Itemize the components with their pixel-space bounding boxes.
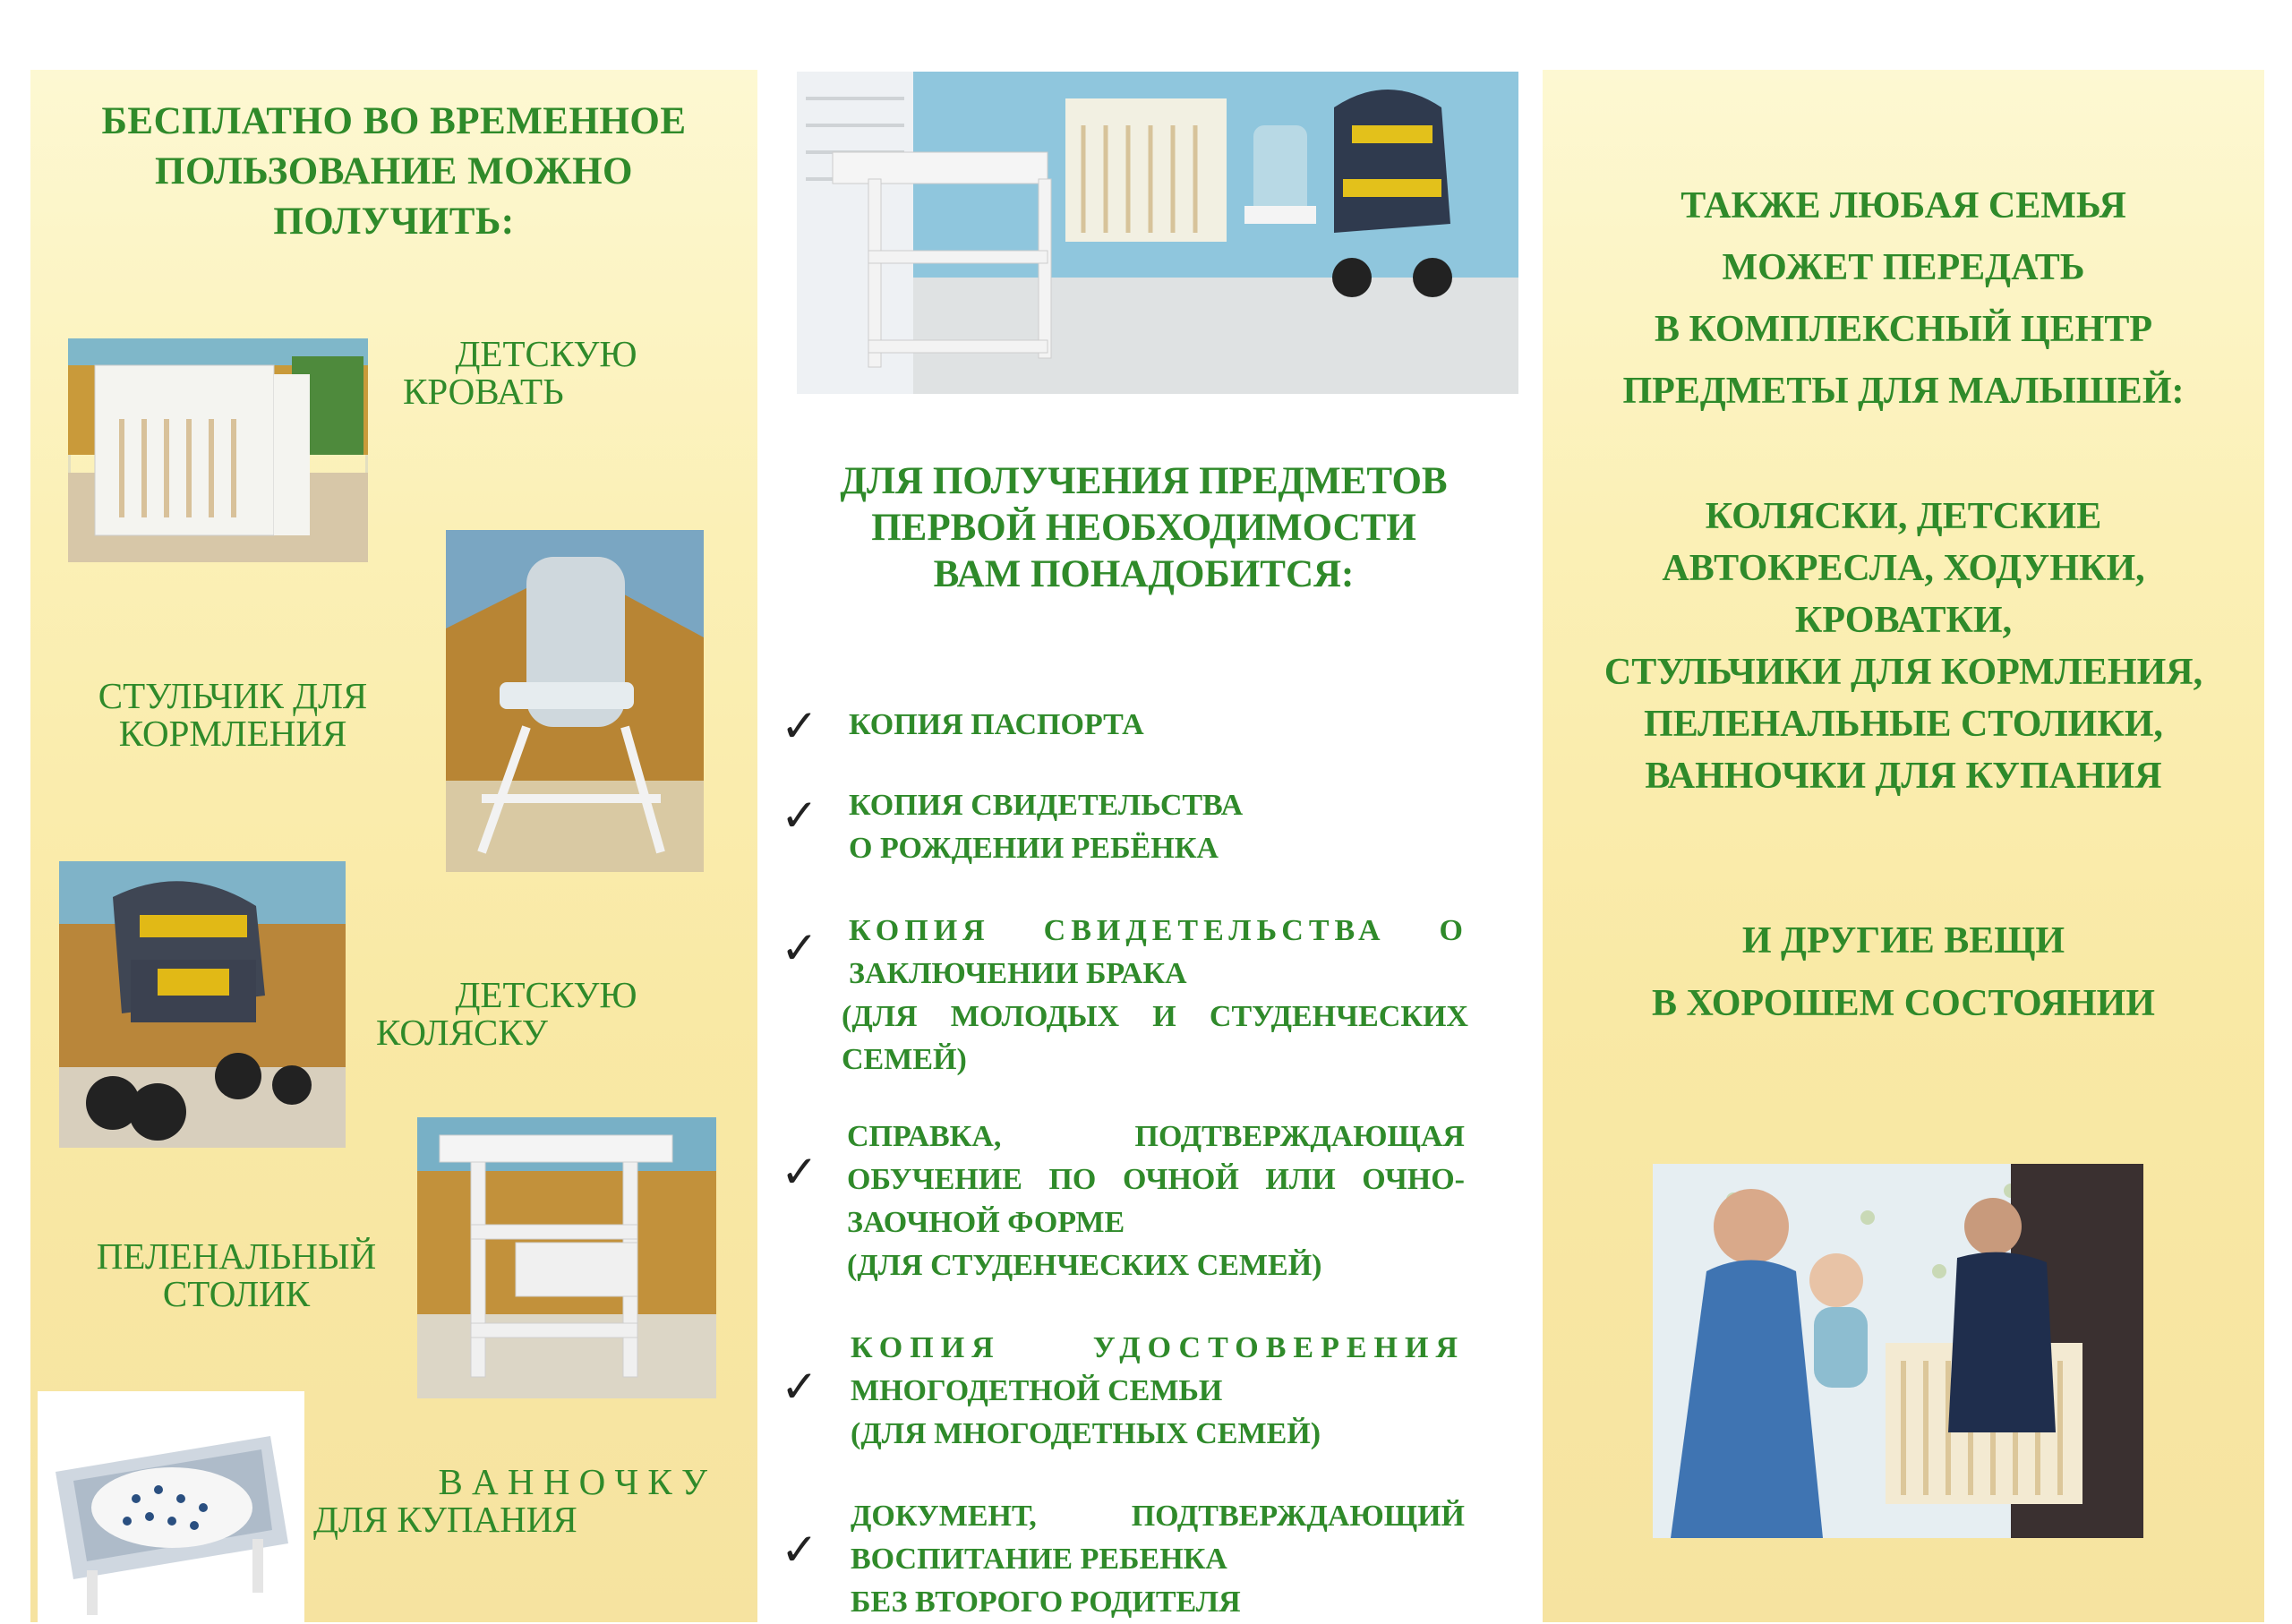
- note-line: В ХОРОШЕМ СОСТОЯНИИ: [1652, 983, 2155, 1024]
- left-heading-line: ПОЛУЧИТЬ:: [273, 201, 515, 243]
- changing-table-photo: [417, 1117, 716, 1398]
- item-bath-label: В А Н Н О Ч К У ДЛЯ КУПАНИЯ: [313, 1461, 707, 1540]
- checkmark-icon: ✓: [781, 1146, 818, 1198]
- requirement-item: КОПИЯ УДОСТОВЕРЕНИЯ МНОГОДЕТНОЙ СЕМЬИ (ДЛЯ МНОГОДЕТНЫХ СЕМЕЙ): [851, 1331, 1465, 1450]
- high-chair-photo: [446, 530, 704, 872]
- accepted-items-list: [1543, 491, 2264, 802]
- right-heading-line: МОЖЕТ ПЕРЕДАТЬ: [1722, 247, 2085, 288]
- middle-heading-line: ДЛЯ ПОЛУЧЕНИЯ ПРЕДМЕТОВ: [840, 460, 1448, 502]
- room-photo: [797, 72, 1518, 394]
- left-heading-line: БЕСПЛАТНО ВО ВРЕМЕННОЕ: [101, 100, 687, 142]
- checkmark-icon: ✓: [781, 922, 818, 974]
- item-high-chair-label: СТУЛЬЧИК ДЛЯ КОРМЛЕНИЯ: [98, 675, 368, 754]
- middle-heading: [757, 458, 1530, 598]
- other-items-note: [1543, 910, 2264, 1035]
- checkmark-icon: ✓: [781, 790, 818, 842]
- list-item: ПЕЛЕНАЛЬНЫЕ СТОЛИКИ,: [1644, 704, 2163, 745]
- requirement-item: ДОКУМЕНТ, ПОДТВЕРЖДАЮЩИЙ ВОСПИТАНИЕ РЕБЕНКА БЕЗ ВТОРОГО РОДИТЕЛЯ: [851, 1500, 1465, 1619]
- checkmark-icon: ✓: [781, 700, 818, 752]
- note-line: И ДРУГИЕ ВЕЩИ: [1741, 920, 2065, 962]
- item-stroller-label: ДЕТСКУЮ КОЛЯСКУ: [376, 974, 637, 1053]
- right-heading-line: В КОМПЛЕКСНЫЙ ЦЕНТР: [1654, 309, 2153, 350]
- list-item: АВТОКРЕСЛА, ХОДУНКИ,: [1662, 548, 2145, 589]
- checkmark-icon: ✓: [781, 1524, 818, 1576]
- right-heading-line: ТАКЖЕ ЛЮБАЯ СЕМЬЯ: [1681, 185, 2126, 227]
- left-heading: [30, 97, 757, 247]
- list-item: КРОВАТКИ,: [1794, 600, 2013, 641]
- right-heading: [1543, 175, 2264, 423]
- right-heading-line: ПРЕДМЕТЫ ДЛЯ МАЛЫШЕЙ:: [1622, 371, 2185, 412]
- requirement-item: КОПИЯ СВИДЕТЕЛЬСТВА О ЗАКЛЮЧЕНИИ БРАКА (ДЛЯ МОЛОДЫХ И СТУДЕНЧЕСКИХ СЕМЕЙ): [842, 914, 1468, 1076]
- left-heading-line: ПОЛЬЗОВАНИЕ МОЖНО: [155, 150, 633, 192]
- bath-photo: [38, 1391, 304, 1622]
- list-item: СТУЛЬЧИКИ ДЛЯ КОРМЛЕНИЯ,: [1604, 652, 2203, 693]
- crib-photo: [68, 338, 368, 562]
- item-crib-label: ДЕТСКУЮ КРОВАТЬ: [403, 333, 637, 412]
- item-changing-table-label: ПЕЛЕНАЛЬНЫЙ СТОЛИК: [96, 1235, 377, 1314]
- family-photo: [1653, 1164, 2143, 1538]
- stroller-photo: [59, 861, 346, 1148]
- list-item: КОЛЯСКИ, ДЕТСКИЕ: [1705, 496, 2102, 537]
- requirement-item: СПРАВКА, ПОДТВЕРЖДАЮЩАЯ ОБУЧЕНИЕ ПО ОЧНОЙ ИЛИ ОЧНО- ЗАОЧНОЙ ФОРМЕ (ДЛЯ СТУДЕНЧЕСКИХ СЕМЕЙ): [847, 1120, 1465, 1282]
- middle-heading-line: ПЕРВОЙ НЕОБХОДИМОСТИ: [871, 507, 1416, 549]
- middle-heading-line: ВАМ ПОНАДОБИТСЯ:: [933, 553, 1355, 595]
- list-item: ВАННОЧКИ ДЛЯ КУПАНИЯ: [1645, 756, 2162, 797]
- checkmark-icon: ✓: [781, 1361, 818, 1413]
- requirement-item: КОПИЯ ПАСПОРТА: [849, 708, 1144, 741]
- requirement-item: КОПИЯ СВИДЕТЕЛЬСТВА О РОЖДЕНИИ РЕБЁНКА: [849, 789, 1244, 865]
